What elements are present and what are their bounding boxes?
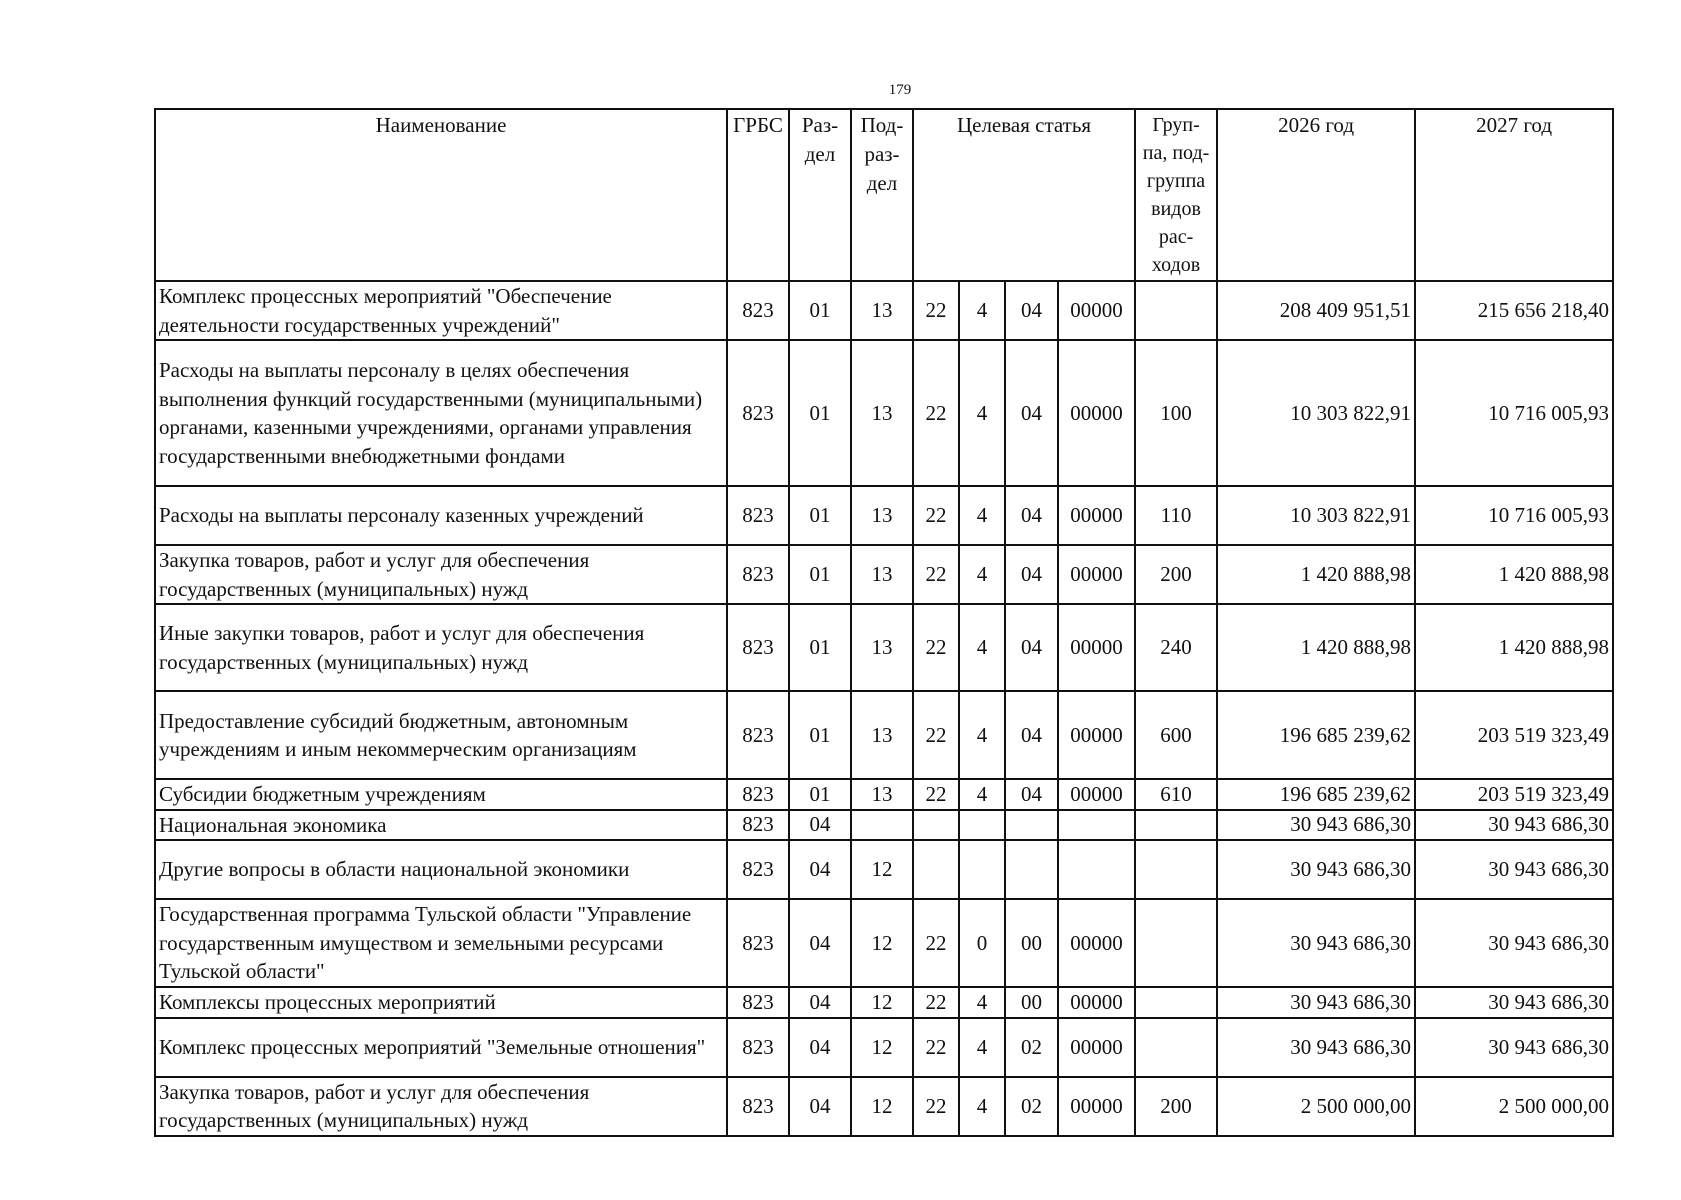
row-target-subprogram: 04 xyxy=(1005,340,1058,486)
row-grbs: 823 xyxy=(727,486,789,545)
row-grbs: 823 xyxy=(727,691,789,779)
row-target-program: 22 xyxy=(913,604,959,691)
row-podrazdel: 12 xyxy=(851,1077,913,1136)
row-target-subprogram: 04 xyxy=(1005,281,1058,340)
row-target-type: 4 xyxy=(959,1018,1005,1077)
row-target-direction: 00000 xyxy=(1058,691,1135,779)
table-row xyxy=(155,691,1613,779)
row-name: Комплекс процессных мероприятий "Обеспечение деятельности государственных учреждений" xyxy=(155,281,727,340)
header-grbs: ГРБС xyxy=(727,109,789,281)
row-name: Закупка товаров, работ и услуг для обеспечения государственных (муниципальных) нужд xyxy=(155,545,727,604)
row-target-type xyxy=(959,810,1005,841)
row-name: Другие вопросы в области национальной экономики xyxy=(155,840,727,899)
row-name: Предоставление субсидий бюджетным, автономным учреждениям и иным некоммерческим организациям xyxy=(155,691,727,779)
header-2026: 2026 год xyxy=(1217,109,1415,281)
row-name: Государственная программа Тульской области "Управление государственным имуществом и земельными ресурсами Тульской области" xyxy=(155,899,727,987)
table-row xyxy=(155,1018,1613,1077)
row-target-program: 22 xyxy=(913,691,959,779)
row-expense-group xyxy=(1135,281,1217,340)
row-amount-2027: 215 656 218,40 xyxy=(1415,281,1613,340)
row-podrazdel: 13 xyxy=(851,340,913,486)
row-target-direction: 00000 xyxy=(1058,604,1135,691)
row-target-type: 4 xyxy=(959,604,1005,691)
row-amount-2027: 1 420 888,98 xyxy=(1415,604,1613,691)
row-grbs: 823 xyxy=(727,779,789,810)
row-target-type xyxy=(959,840,1005,899)
row-target-subprogram: 02 xyxy=(1005,1018,1058,1077)
row-amount-2027: 30 943 686,30 xyxy=(1415,987,1613,1018)
row-grbs: 823 xyxy=(727,810,789,841)
row-target-program xyxy=(913,840,959,899)
row-name: Комплекс процессных мероприятий "Земельные отношения" xyxy=(155,1018,727,1077)
row-amount-2026: 1 420 888,98 xyxy=(1217,604,1415,691)
row-grbs: 823 xyxy=(727,840,789,899)
table-row xyxy=(155,840,1613,899)
row-target-subprogram: 04 xyxy=(1005,691,1058,779)
table-row xyxy=(155,779,1613,810)
row-amount-2026: 30 943 686,30 xyxy=(1217,1018,1415,1077)
header-razdel: Раз- дел xyxy=(789,109,851,281)
header-target-article: Целевая статья xyxy=(913,109,1135,281)
table-row xyxy=(155,486,1613,545)
row-target-type: 4 xyxy=(959,987,1005,1018)
page-number: 179 xyxy=(888,82,912,98)
row-target-program xyxy=(913,810,959,841)
row-target-program: 22 xyxy=(913,340,959,486)
table-row xyxy=(155,281,1613,340)
header-2027: 2027 год xyxy=(1415,109,1613,281)
row-razdel: 04 xyxy=(789,1077,851,1136)
row-podrazdel: 13 xyxy=(851,281,913,340)
row-expense-group: 110 xyxy=(1135,486,1217,545)
row-target-type: 4 xyxy=(959,486,1005,545)
row-amount-2026: 10 303 822,91 xyxy=(1217,486,1415,545)
row-target-program: 22 xyxy=(913,281,959,340)
row-name: Субсидии бюджетным учреждениям xyxy=(155,779,727,810)
row-expense-group: 200 xyxy=(1135,1077,1217,1136)
row-name: Закупка товаров, работ и услуг для обеспечения государственных (муниципальных) нужд xyxy=(155,1077,727,1136)
row-expense-group: 100 xyxy=(1135,340,1217,486)
row-amount-2027: 2 500 000,00 xyxy=(1415,1077,1613,1136)
row-target-program: 22 xyxy=(913,545,959,604)
row-target-direction: 00000 xyxy=(1058,340,1135,486)
row-grbs: 823 xyxy=(727,545,789,604)
row-amount-2027: 1 420 888,98 xyxy=(1415,545,1613,604)
table-row xyxy=(155,987,1613,1018)
row-amount-2026: 30 943 686,30 xyxy=(1217,840,1415,899)
row-name: Расходы на выплаты персоналу в целях обеспечения выполнения функций государственными (муниципальными) органами, казенными учреждениями, органами управления государственными внебюджетными фондами xyxy=(155,340,727,486)
row-target-direction: 00000 xyxy=(1058,987,1135,1018)
row-amount-2027: 30 943 686,30 xyxy=(1415,840,1613,899)
row-target-program: 22 xyxy=(913,987,959,1018)
row-podrazdel: 13 xyxy=(851,545,913,604)
row-target-program: 22 xyxy=(913,1077,959,1136)
row-target-type: 0 xyxy=(959,899,1005,987)
row-amount-2027: 30 943 686,30 xyxy=(1415,1018,1613,1077)
row-target-program: 22 xyxy=(913,779,959,810)
row-name: Национальная экономика xyxy=(155,810,727,841)
table-row xyxy=(155,810,1613,841)
row-target-program: 22 xyxy=(913,899,959,987)
row-razdel: 04 xyxy=(789,840,851,899)
row-amount-2026: 10 303 822,91 xyxy=(1217,340,1415,486)
row-target-type: 4 xyxy=(959,340,1005,486)
row-podrazdel: 12 xyxy=(851,987,913,1018)
row-expense-group xyxy=(1135,810,1217,841)
row-target-direction: 00000 xyxy=(1058,1018,1135,1077)
row-amount-2027: 10 716 005,93 xyxy=(1415,340,1613,486)
row-razdel: 01 xyxy=(789,779,851,810)
row-target-program: 22 xyxy=(913,486,959,545)
row-razdel: 01 xyxy=(789,545,851,604)
row-amount-2026: 2 500 000,00 xyxy=(1217,1077,1415,1136)
row-target-subprogram xyxy=(1005,840,1058,899)
row-amount-2027: 203 519 323,49 xyxy=(1415,779,1613,810)
row-target-type: 4 xyxy=(959,281,1005,340)
row-razdel: 01 xyxy=(789,340,851,486)
row-target-subprogram: 00 xyxy=(1005,899,1058,987)
row-target-direction: 00000 xyxy=(1058,486,1135,545)
row-razdel: 01 xyxy=(789,691,851,779)
row-target-subprogram: 04 xyxy=(1005,545,1058,604)
header-name: Наименование xyxy=(155,109,727,281)
row-podrazdel xyxy=(851,810,913,841)
table-row xyxy=(155,545,1613,604)
row-amount-2027: 10 716 005,93 xyxy=(1415,486,1613,545)
row-razdel: 04 xyxy=(789,899,851,987)
row-expense-group: 600 xyxy=(1135,691,1217,779)
row-name: Комплексы процессных мероприятий xyxy=(155,987,727,1018)
budget-table xyxy=(154,108,1614,1137)
row-expense-group: 200 xyxy=(1135,545,1217,604)
row-name: Расходы на выплаты персоналу казенных учреждений xyxy=(155,486,727,545)
row-target-direction: 00000 xyxy=(1058,779,1135,810)
row-target-subprogram: 04 xyxy=(1005,779,1058,810)
table-body xyxy=(155,281,1613,1136)
row-podrazdel: 13 xyxy=(851,691,913,779)
row-amount-2026: 1 420 888,98 xyxy=(1217,545,1415,604)
row-expense-group: 610 xyxy=(1135,779,1217,810)
header-row xyxy=(155,109,1613,281)
row-amount-2026: 30 943 686,30 xyxy=(1217,810,1415,841)
row-amount-2026: 30 943 686,30 xyxy=(1217,899,1415,987)
row-target-direction xyxy=(1058,810,1135,841)
row-grbs: 823 xyxy=(727,987,789,1018)
row-razdel: 04 xyxy=(789,810,851,841)
row-name: Иные закупки товаров, работ и услуг для обеспечения государственных (муниципальных) нужд xyxy=(155,604,727,691)
row-target-subprogram: 02 xyxy=(1005,1077,1058,1136)
row-target-type: 4 xyxy=(959,1077,1005,1136)
row-razdel: 01 xyxy=(789,486,851,545)
row-grbs: 823 xyxy=(727,1077,789,1136)
row-amount-2026: 196 685 239,62 xyxy=(1217,691,1415,779)
row-target-direction: 00000 xyxy=(1058,281,1135,340)
row-razdel: 01 xyxy=(789,604,851,691)
row-expense-group: 240 xyxy=(1135,604,1217,691)
row-grbs: 823 xyxy=(727,899,789,987)
header-expense-group: Груп- па, под- группа видов рас- ходов xyxy=(1135,109,1217,281)
row-expense-group xyxy=(1135,987,1217,1018)
row-amount-2027: 30 943 686,30 xyxy=(1415,810,1613,841)
table-row xyxy=(155,604,1613,691)
row-target-type: 4 xyxy=(959,779,1005,810)
row-target-subprogram xyxy=(1005,810,1058,841)
row-amount-2027: 30 943 686,30 xyxy=(1415,899,1613,987)
row-target-type: 4 xyxy=(959,545,1005,604)
row-razdel: 04 xyxy=(789,1018,851,1077)
table-row xyxy=(155,1077,1613,1136)
row-podrazdel: 12 xyxy=(851,840,913,899)
row-grbs: 823 xyxy=(727,604,789,691)
row-target-direction: 00000 xyxy=(1058,899,1135,987)
row-target-subprogram: 04 xyxy=(1005,604,1058,691)
table-row xyxy=(155,340,1613,486)
row-podrazdel: 13 xyxy=(851,604,913,691)
row-target-program: 22 xyxy=(913,1018,959,1077)
row-target-direction: 00000 xyxy=(1058,1077,1135,1136)
row-podrazdel: 13 xyxy=(851,779,913,810)
header-podrazdel: Под- раз- дел xyxy=(851,109,913,281)
row-podrazdel: 13 xyxy=(851,486,913,545)
table-row xyxy=(155,899,1613,987)
row-razdel: 04 xyxy=(789,987,851,1018)
row-target-type: 4 xyxy=(959,691,1005,779)
row-grbs: 823 xyxy=(727,340,789,486)
row-amount-2026: 196 685 239,62 xyxy=(1217,779,1415,810)
row-target-subprogram: 04 xyxy=(1005,486,1058,545)
row-expense-group xyxy=(1135,840,1217,899)
row-grbs: 823 xyxy=(727,281,789,340)
row-podrazdel: 12 xyxy=(851,1018,913,1077)
row-amount-2026: 208 409 951,51 xyxy=(1217,281,1415,340)
row-podrazdel: 12 xyxy=(851,899,913,987)
row-expense-group xyxy=(1135,1018,1217,1077)
row-target-subprogram: 00 xyxy=(1005,987,1058,1018)
row-target-direction: 00000 xyxy=(1058,545,1135,604)
row-target-direction xyxy=(1058,840,1135,899)
row-grbs: 823 xyxy=(727,1018,789,1077)
row-razdel: 01 xyxy=(789,281,851,340)
row-amount-2026: 30 943 686,30 xyxy=(1217,987,1415,1018)
row-expense-group xyxy=(1135,899,1217,987)
row-amount-2027: 203 519 323,49 xyxy=(1415,691,1613,779)
